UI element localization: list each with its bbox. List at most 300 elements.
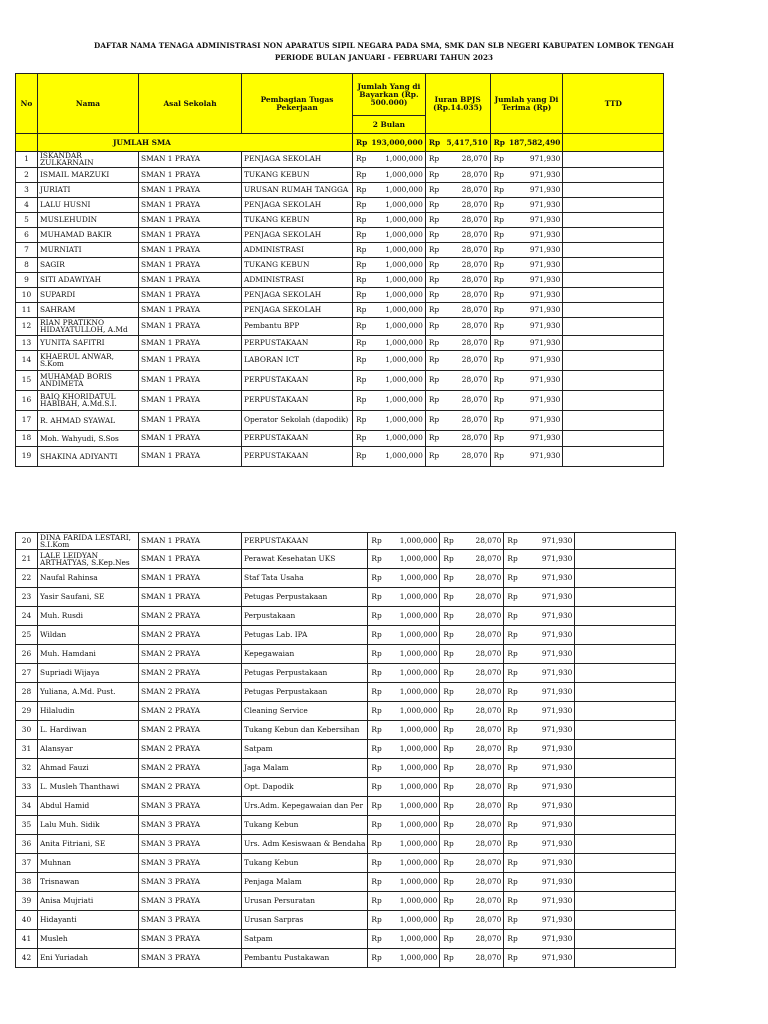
row-no: 40 bbox=[16, 911, 38, 930]
table-row bbox=[16, 257, 664, 272]
row-terima-amount: 971,930 bbox=[507, 302, 563, 317]
row-nama: BAIQ KHORIDATUL HABIBAH, A.Md.S.I. bbox=[38, 390, 139, 410]
row-bayar-amount: 1,000,000 bbox=[369, 446, 425, 466]
row-iuran-amount: 28,070 bbox=[442, 350, 490, 370]
table-body-page1 bbox=[16, 152, 664, 467]
row-no: 25 bbox=[16, 626, 38, 645]
row-asal-sekolah: SMAN 2 PRAYA bbox=[139, 683, 242, 702]
row-bayar-rp: Rp bbox=[353, 287, 370, 302]
header-no: No bbox=[16, 74, 38, 134]
table-row bbox=[16, 892, 676, 911]
header-ttd: TTD bbox=[563, 74, 664, 134]
row-no: 31 bbox=[16, 740, 38, 759]
row-terima-rp: Rp bbox=[504, 588, 520, 607]
row-iuran-rp: Rp bbox=[425, 167, 442, 182]
row-asal-sekolah: SMAN 1 PRAYA bbox=[139, 212, 242, 227]
row-iuran-amount: 28,070 bbox=[442, 410, 490, 430]
header-nama: Nama bbox=[38, 74, 139, 134]
row-bayar-amount: 1,000,000 bbox=[384, 607, 440, 626]
row-asal-sekolah: SMAN 1 PRAYA bbox=[139, 167, 242, 182]
row-bayar-rp: Rp bbox=[353, 317, 370, 335]
row-no: 20 bbox=[16, 533, 38, 550]
row-iuran-amount: 28,070 bbox=[456, 533, 504, 550]
row-nama: Trisnawan bbox=[38, 873, 139, 892]
row-asal-sekolah: SMAN 1 PRAYA bbox=[139, 370, 242, 390]
table-row bbox=[16, 873, 676, 892]
row-terima-amount: 971,930 bbox=[520, 588, 575, 607]
row-tugas: PERPUSTAKAAN bbox=[242, 446, 353, 466]
row-asal-sekolah: SMAN 1 PRAYA bbox=[139, 317, 242, 335]
row-bayar-rp: Rp bbox=[368, 645, 384, 664]
row-asal-sekolah: SMAN 3 PRAYA bbox=[139, 892, 242, 911]
row-terima-amount: 971,930 bbox=[520, 911, 575, 930]
row-tugas: Penjaga Malam bbox=[242, 873, 368, 892]
header-jumlah-terima: Jumlah yang Di Terima (Rp) bbox=[490, 74, 563, 134]
table-row bbox=[16, 242, 664, 257]
row-nama: ISMAIL MARZUKI bbox=[38, 167, 139, 182]
row-iuran-amount: 28,070 bbox=[442, 430, 490, 446]
row-terima-rp: Rp bbox=[504, 778, 520, 797]
row-iuran-amount: 28,070 bbox=[456, 759, 504, 778]
table-row bbox=[16, 759, 676, 778]
row-bayar-amount: 1,000,000 bbox=[384, 759, 440, 778]
staff-table-page1 bbox=[15, 73, 664, 467]
table-row bbox=[16, 683, 676, 702]
row-ttd bbox=[575, 533, 676, 550]
row-terima-rp: Rp bbox=[490, 302, 507, 317]
row-iuran-rp: Rp bbox=[440, 607, 456, 626]
table-row bbox=[16, 212, 664, 227]
row-ttd bbox=[563, 317, 664, 335]
row-tugas: Urs.Adm. Kepegawaian dan Per bbox=[242, 797, 368, 816]
table-body-page2 bbox=[16, 533, 676, 968]
row-tugas: PERPUSTAKAAN bbox=[242, 430, 353, 446]
row-nama: SAGIR bbox=[38, 257, 139, 272]
row-iuran-amount: 28,070 bbox=[442, 370, 490, 390]
row-no: 32 bbox=[16, 759, 38, 778]
row-no: 38 bbox=[16, 873, 38, 892]
row-nama: MUSLEHUDIN bbox=[38, 212, 139, 227]
row-ttd bbox=[575, 740, 676, 759]
row-no: 36 bbox=[16, 835, 38, 854]
table-row bbox=[16, 816, 676, 835]
row-terima-rp: Rp bbox=[504, 740, 520, 759]
row-iuran-rp: Rp bbox=[425, 430, 442, 446]
row-bayar-rp: Rp bbox=[353, 227, 370, 242]
row-no: 23 bbox=[16, 588, 38, 607]
row-terima-rp: Rp bbox=[504, 759, 520, 778]
row-bayar-amount: 1,000,000 bbox=[384, 683, 440, 702]
table-row bbox=[16, 949, 676, 968]
row-terima-rp: Rp bbox=[504, 550, 520, 569]
row-iuran-rp: Rp bbox=[440, 683, 456, 702]
row-bayar-rp: Rp bbox=[353, 257, 370, 272]
row-iuran-rp: Rp bbox=[425, 350, 442, 370]
row-iuran-rp: Rp bbox=[425, 317, 442, 335]
row-no: 4 bbox=[16, 197, 38, 212]
row-bayar-rp: Rp bbox=[353, 272, 370, 287]
table-row bbox=[16, 430, 664, 446]
row-bayar-rp: Rp bbox=[368, 740, 384, 759]
row-bayar-amount: 1,000,000 bbox=[384, 702, 440, 721]
row-bayar-rp: Rp bbox=[368, 778, 384, 797]
row-tugas: PENJAGA SEKOLAH bbox=[242, 197, 353, 212]
row-tugas: Urusan Persuratan bbox=[242, 892, 368, 911]
row-asal-sekolah: SMAN 3 PRAYA bbox=[139, 873, 242, 892]
row-bayar-amount: 1,000,000 bbox=[384, 626, 440, 645]
row-asal-sekolah: SMAN 1 PRAYA bbox=[139, 550, 242, 569]
row-terima-rp: Rp bbox=[490, 152, 507, 168]
row-bayar-rp: Rp bbox=[353, 390, 370, 410]
row-no: 18 bbox=[16, 430, 38, 446]
row-terima-rp: Rp bbox=[504, 533, 520, 550]
row-nama: LALE LEIDYAN ARTHATYAS, S.Kep.Nes bbox=[38, 550, 139, 569]
row-iuran-amount: 28,070 bbox=[456, 911, 504, 930]
table-row bbox=[16, 626, 676, 645]
row-iuran-amount: 28,070 bbox=[456, 854, 504, 873]
row-ttd bbox=[563, 287, 664, 302]
row-bayar-amount: 1,000,000 bbox=[369, 410, 425, 430]
row-bayar-rp: Rp bbox=[368, 721, 384, 740]
row-tugas: Tukang Kebun dan Kebersihan bbox=[242, 721, 368, 740]
row-terima-amount: 971,930 bbox=[520, 835, 575, 854]
row-nama: Eni Yuriadah bbox=[38, 949, 139, 968]
row-terima-rp: Rp bbox=[490, 257, 507, 272]
table-row bbox=[16, 778, 676, 797]
row-asal-sekolah: SMAN 1 PRAYA bbox=[139, 152, 242, 168]
row-ttd bbox=[563, 302, 664, 317]
row-bayar-amount: 1,000,000 bbox=[384, 569, 440, 588]
row-terima-rp: Rp bbox=[490, 287, 507, 302]
table-row bbox=[16, 152, 664, 168]
row-bayar-amount: 1,000,000 bbox=[384, 911, 440, 930]
row-terima-amount: 971,930 bbox=[520, 797, 575, 816]
row-terima-amount: 971,930 bbox=[507, 257, 563, 272]
row-tugas: ADMINISTRASI bbox=[242, 242, 353, 257]
row-ttd bbox=[563, 242, 664, 257]
row-tugas: Petugas Perpustakaan bbox=[242, 664, 368, 683]
table-row bbox=[16, 335, 664, 350]
row-asal-sekolah: SMAN 1 PRAYA bbox=[139, 272, 242, 287]
row-iuran-amount: 28,070 bbox=[442, 317, 490, 335]
row-iuran-rp: Rp bbox=[440, 911, 456, 930]
row-iuran-rp: Rp bbox=[425, 197, 442, 212]
row-iuran-rp: Rp bbox=[425, 182, 442, 197]
row-bayar-rp: Rp bbox=[368, 626, 384, 645]
row-iuran-amount: 28,070 bbox=[456, 778, 504, 797]
row-bayar-rp: Rp bbox=[353, 430, 370, 446]
row-bayar-amount: 1,000,000 bbox=[384, 645, 440, 664]
row-iuran-amount: 28,070 bbox=[442, 287, 490, 302]
row-bayar-rp: Rp bbox=[368, 930, 384, 949]
row-tugas: Tukang Kebun bbox=[242, 854, 368, 873]
row-bayar-rp: Rp bbox=[353, 302, 370, 317]
row-nama: MUHAMAD BAKIR bbox=[38, 227, 139, 242]
row-iuran-rp: Rp bbox=[440, 873, 456, 892]
row-nama: Wildan bbox=[38, 626, 139, 645]
row-terima-rp: Rp bbox=[504, 949, 520, 968]
row-asal-sekolah: SMAN 1 PRAYA bbox=[139, 242, 242, 257]
row-bayar-rp: Rp bbox=[368, 683, 384, 702]
row-terima-amount: 971,930 bbox=[520, 740, 575, 759]
row-ttd bbox=[563, 390, 664, 410]
row-asal-sekolah: SMAN 3 PRAYA bbox=[139, 854, 242, 873]
row-iuran-amount: 28,070 bbox=[456, 683, 504, 702]
row-bayar-amount: 1,000,000 bbox=[369, 317, 425, 335]
row-nama: Anita Fitriani, SE bbox=[38, 835, 139, 854]
table-row bbox=[16, 740, 676, 759]
row-no: 13 bbox=[16, 335, 38, 350]
table-row bbox=[16, 835, 676, 854]
row-asal-sekolah: SMAN 1 PRAYA bbox=[139, 302, 242, 317]
row-asal-sekolah: SMAN 1 PRAYA bbox=[139, 430, 242, 446]
row-nama: Yasir Saufani, SE bbox=[38, 588, 139, 607]
row-bayar-amount: 1,000,000 bbox=[384, 949, 440, 968]
row-nama: DINA FARIDA LESTARI, S.I.Kom bbox=[38, 533, 139, 550]
row-iuran-rp: Rp bbox=[440, 797, 456, 816]
row-nama: Alansyar bbox=[38, 740, 139, 759]
row-nama: Abdul Hamid bbox=[38, 797, 139, 816]
row-bayar-rp: Rp bbox=[368, 702, 384, 721]
row-iuran-amount: 28,070 bbox=[442, 197, 490, 212]
table-row bbox=[16, 911, 676, 930]
table-row bbox=[16, 533, 676, 550]
row-bayar-rp: Rp bbox=[368, 816, 384, 835]
row-iuran-amount: 28,070 bbox=[442, 335, 490, 350]
row-iuran-amount: 28,070 bbox=[456, 569, 504, 588]
row-terima-rp: Rp bbox=[504, 683, 520, 702]
row-bayar-rp: Rp bbox=[353, 446, 370, 466]
header-tugas: Pembagian Tugas Pekerjaan bbox=[242, 74, 353, 134]
row-nama: KHAERUL ANWAR, S.Kom bbox=[38, 350, 139, 370]
table-row bbox=[16, 930, 676, 949]
row-terima-amount: 971,930 bbox=[520, 778, 575, 797]
table-row bbox=[16, 645, 676, 664]
row-iuran-amount: 28,070 bbox=[442, 242, 490, 257]
row-terima-amount: 971,930 bbox=[507, 242, 563, 257]
row-no: 5 bbox=[16, 212, 38, 227]
row-iuran-amount: 28,070 bbox=[442, 212, 490, 227]
row-iuran-rp: Rp bbox=[440, 533, 456, 550]
row-terima-amount: 971,930 bbox=[520, 607, 575, 626]
row-iuran-amount: 28,070 bbox=[456, 873, 504, 892]
row-asal-sekolah: SMAN 2 PRAYA bbox=[139, 664, 242, 683]
row-iuran-amount: 28,070 bbox=[442, 167, 490, 182]
row-terima-rp: Rp bbox=[490, 317, 507, 335]
row-bayar-amount: 1,000,000 bbox=[369, 152, 425, 168]
row-terima-amount: 971,930 bbox=[520, 930, 575, 949]
row-no: 37 bbox=[16, 854, 38, 873]
row-iuran-amount: 28,070 bbox=[456, 892, 504, 911]
row-bayar-amount: 1,000,000 bbox=[384, 797, 440, 816]
row-iuran-rp: Rp bbox=[440, 702, 456, 721]
row-terima-rp: Rp bbox=[490, 167, 507, 182]
row-terima-amount: 971,930 bbox=[507, 212, 563, 227]
row-no: 24 bbox=[16, 607, 38, 626]
row-no: 39 bbox=[16, 892, 38, 911]
row-bayar-rp: Rp bbox=[368, 892, 384, 911]
row-terima-rp: Rp bbox=[504, 835, 520, 854]
row-tugas: Petugas Perpustakaan bbox=[242, 588, 368, 607]
row-bayar-amount: 1,000,000 bbox=[384, 721, 440, 740]
row-terima-amount: 971,930 bbox=[507, 197, 563, 212]
row-tugas: Satpam bbox=[242, 740, 368, 759]
row-tugas: TUKANG KEBUN bbox=[242, 212, 353, 227]
row-no: 30 bbox=[16, 721, 38, 740]
summary-iuran: 5,417,510 bbox=[442, 134, 490, 152]
row-ttd bbox=[575, 588, 676, 607]
row-bayar-amount: 1,000,000 bbox=[384, 854, 440, 873]
row-ttd bbox=[575, 816, 676, 835]
row-iuran-rp: Rp bbox=[425, 257, 442, 272]
table-row bbox=[16, 410, 664, 430]
row-no: 41 bbox=[16, 930, 38, 949]
table-row bbox=[16, 287, 664, 302]
table-row bbox=[16, 569, 676, 588]
row-bayar-rp: Rp bbox=[353, 212, 370, 227]
row-bayar-amount: 1,000,000 bbox=[369, 335, 425, 350]
row-nama: R. AHMAD SYAWAL bbox=[38, 410, 139, 430]
row-asal-sekolah: SMAN 1 PRAYA bbox=[139, 350, 242, 370]
row-iuran-amount: 28,070 bbox=[442, 272, 490, 287]
table-row bbox=[16, 446, 664, 466]
row-tugas: Kepegawaian bbox=[242, 645, 368, 664]
row-tugas: TUKANG KEBUN bbox=[242, 257, 353, 272]
row-bayar-amount: 1,000,000 bbox=[369, 350, 425, 370]
row-terima-amount: 971,930 bbox=[520, 550, 575, 569]
row-nama: L. Musleh Thanthawi bbox=[38, 778, 139, 797]
row-iuran-rp: Rp bbox=[425, 212, 442, 227]
row-no: 12 bbox=[16, 317, 38, 335]
row-terima-amount: 971,930 bbox=[507, 167, 563, 182]
row-tugas: PENJAGA SEKOLAH bbox=[242, 227, 353, 242]
row-terima-amount: 971,930 bbox=[520, 816, 575, 835]
document-title: DAFTAR NAMA TENAGA ADMINISTRASI NON APARATUS SIPIL NEGARA PADA SMA, SMK DAN SLB NEGERI KABUPATEN LOMBOK TENGAH bbox=[94, 41, 674, 50]
row-bayar-rp: Rp bbox=[368, 588, 384, 607]
row-no: 15 bbox=[16, 370, 38, 390]
table-row bbox=[16, 721, 676, 740]
row-iuran-rp: Rp bbox=[440, 759, 456, 778]
row-bayar-rp: Rp bbox=[368, 664, 384, 683]
row-terima-amount: 971,930 bbox=[520, 683, 575, 702]
row-tugas: LABORAN ICT bbox=[242, 350, 353, 370]
row-no: 34 bbox=[16, 797, 38, 816]
row-ttd bbox=[563, 410, 664, 430]
row-iuran-amount: 28,070 bbox=[442, 152, 490, 168]
row-iuran-rp: Rp bbox=[440, 569, 456, 588]
row-ttd bbox=[563, 350, 664, 370]
row-no: 29 bbox=[16, 702, 38, 721]
row-terima-rp: Rp bbox=[504, 607, 520, 626]
row-iuran-amount: 28,070 bbox=[442, 227, 490, 242]
row-no: 42 bbox=[16, 949, 38, 968]
row-terima-rp: Rp bbox=[490, 242, 507, 257]
row-terima-rp: Rp bbox=[504, 873, 520, 892]
table-row bbox=[16, 702, 676, 721]
row-nama: Musleh bbox=[38, 930, 139, 949]
row-iuran-amount: 28,070 bbox=[442, 390, 490, 410]
row-terima-amount: 971,930 bbox=[520, 645, 575, 664]
row-bayar-amount: 1,000,000 bbox=[384, 816, 440, 835]
row-iuran-rp: Rp bbox=[425, 335, 442, 350]
row-no: 3 bbox=[16, 182, 38, 197]
table-row bbox=[16, 182, 664, 197]
row-no: 14 bbox=[16, 350, 38, 370]
row-nama: SITI ADAWIYAH bbox=[38, 272, 139, 287]
row-tugas: Staf Tata Usaha bbox=[242, 569, 368, 588]
row-bayar-rp: Rp bbox=[368, 949, 384, 968]
row-terima-amount: 971,930 bbox=[520, 626, 575, 645]
row-nama: RIAN PRATIKNO HIDAYATULLOH, A.Md bbox=[38, 317, 139, 335]
row-nama: Moh. Wahyudi, S.Sos bbox=[38, 430, 139, 446]
row-iuran-amount: 28,070 bbox=[456, 797, 504, 816]
row-asal-sekolah: SMAN 1 PRAYA bbox=[139, 533, 242, 550]
row-terima-amount: 971,930 bbox=[507, 152, 563, 168]
row-ttd bbox=[563, 272, 664, 287]
row-iuran-rp: Rp bbox=[440, 930, 456, 949]
row-terima-amount: 971,930 bbox=[520, 533, 575, 550]
header-iuran-bpjs: Iuran BPJS (Rp.14.035) bbox=[425, 74, 490, 134]
row-bayar-rp: Rp bbox=[353, 167, 370, 182]
row-nama: SHAKINA ADIYANTI bbox=[38, 446, 139, 466]
row-terima-rp: Rp bbox=[504, 911, 520, 930]
row-bayar-amount: 1,000,000 bbox=[384, 740, 440, 759]
row-asal-sekolah: SMAN 2 PRAYA bbox=[139, 645, 242, 664]
row-asal-sekolah: SMAN 2 PRAYA bbox=[139, 778, 242, 797]
row-tugas: PERPUSTAKAAN bbox=[242, 533, 368, 550]
row-bayar-amount: 1,000,000 bbox=[384, 835, 440, 854]
row-iuran-rp: Rp bbox=[425, 370, 442, 390]
row-iuran-rp: Rp bbox=[440, 588, 456, 607]
row-bayar-amount: 1,000,000 bbox=[384, 550, 440, 569]
row-asal-sekolah: SMAN 1 PRAYA bbox=[139, 588, 242, 607]
row-nama: Supriadi Wijaya bbox=[38, 664, 139, 683]
row-iuran-rp: Rp bbox=[425, 410, 442, 430]
row-ttd bbox=[575, 835, 676, 854]
row-iuran-rp: Rp bbox=[440, 626, 456, 645]
row-bayar-rp: Rp bbox=[353, 350, 370, 370]
row-bayar-amount: 1,000,000 bbox=[384, 892, 440, 911]
row-terima-amount: 971,930 bbox=[520, 759, 575, 778]
row-asal-sekolah: SMAN 1 PRAYA bbox=[139, 569, 242, 588]
row-bayar-rp: Rp bbox=[368, 854, 384, 873]
row-terima-amount: 971,930 bbox=[507, 446, 563, 466]
row-iuran-rp: Rp bbox=[440, 664, 456, 683]
row-terima-amount: 971,930 bbox=[520, 702, 575, 721]
table-row bbox=[16, 350, 664, 370]
row-nama: SUPARDI bbox=[38, 287, 139, 302]
table-row bbox=[16, 797, 676, 816]
row-asal-sekolah: SMAN 1 PRAYA bbox=[139, 227, 242, 242]
staff-table-page2 bbox=[15, 532, 676, 968]
row-no: 2 bbox=[16, 167, 38, 182]
row-ttd bbox=[563, 167, 664, 182]
row-terima-rp: Rp bbox=[504, 645, 520, 664]
row-terima-rp: Rp bbox=[490, 446, 507, 466]
row-bayar-amount: 1,000,000 bbox=[384, 588, 440, 607]
row-tugas: Tukang Kebun bbox=[242, 816, 368, 835]
table-row bbox=[16, 317, 664, 335]
row-bayar-rp: Rp bbox=[368, 569, 384, 588]
row-no: 27 bbox=[16, 664, 38, 683]
row-terima-amount: 971,930 bbox=[520, 949, 575, 968]
row-bayar-rp: Rp bbox=[353, 335, 370, 350]
table-row bbox=[16, 390, 664, 410]
row-iuran-amount: 28,070 bbox=[442, 182, 490, 197]
row-ttd bbox=[575, 626, 676, 645]
row-bayar-rp: Rp bbox=[368, 873, 384, 892]
row-iuran-amount: 28,070 bbox=[456, 645, 504, 664]
